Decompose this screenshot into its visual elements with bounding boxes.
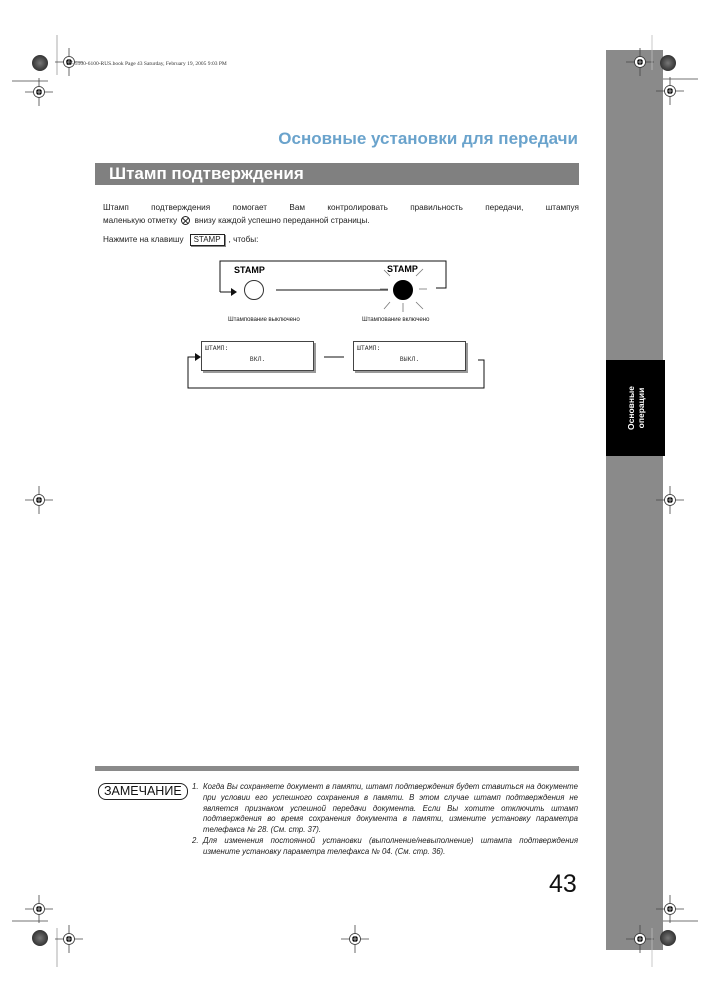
lcd-screen xyxy=(353,341,466,371)
note-text: Для изменения постоянной установки (выполнение/невыполнение) штампа подтверждения измените установку параметра телефакса № 04. (См. стр. 36). xyxy=(203,835,578,856)
lcd-line1: ШТАМП: xyxy=(205,345,229,352)
note-text: Когда Вы сохраняете документ в памяти, штамп подтверждения будет ставиться на документе при условии его успешного сохранения в памяти. В этом случае штамп подтверждения не является признаком успешной передачи документа. Если Вы хотите отключить штамп подтверждения во время сохранения документа в памяти, измените установку параметра телефакса № 28. (См. стр. 37). xyxy=(203,782,578,835)
registration-cross xyxy=(656,895,684,923)
side-tab-line2: операции xyxy=(635,387,646,429)
section-title: Основные установки для передачи xyxy=(278,129,578,148)
registration-cross xyxy=(25,78,53,106)
arrow-right-icon xyxy=(231,288,237,296)
registration-cross xyxy=(341,925,369,953)
circled-x-mark-icon xyxy=(181,216,190,225)
stamp-on-caption: Штампование включено xyxy=(362,316,430,323)
note-badge: ЗАМЕЧАНИЕ xyxy=(98,783,188,800)
note-list xyxy=(192,782,578,858)
note-item xyxy=(192,782,578,836)
intro-paragraph xyxy=(103,201,579,227)
lcd-line2: ВКЛ. xyxy=(249,356,266,363)
press-key-instruction xyxy=(103,233,579,246)
side-tab-line1: Основные xyxy=(625,385,636,431)
registration-dot xyxy=(660,930,676,946)
registration-dot xyxy=(660,55,676,71)
lcd-line2: ВЫКЛ. xyxy=(399,356,420,363)
page-number: 43 xyxy=(549,870,577,898)
registration-dot xyxy=(32,930,48,946)
page-heading: Штамп подтверждения xyxy=(109,164,304,183)
registration-cross xyxy=(656,77,684,105)
stamp-off-caption: Штампование выключено xyxy=(228,316,300,323)
registration-cross xyxy=(55,925,83,953)
registration-cross xyxy=(626,48,654,76)
intro-line2-before: маленькую отметку xyxy=(103,216,178,225)
intro-line2-after: внизу каждой успешно переданной страницы. xyxy=(194,216,370,225)
note-item xyxy=(192,836,578,858)
registration-cross xyxy=(25,486,53,514)
stamp-off-label: STAMP xyxy=(234,265,265,275)
lcd-line1: ШТАМП: xyxy=(357,345,381,352)
note-divider xyxy=(95,766,579,771)
registration-cross xyxy=(25,895,53,923)
print-header-meta: UF-5100-6100-RUS.book Page 43 Saturday, February 19, 2005 9:03 PM xyxy=(66,61,227,67)
note-number: 2. xyxy=(192,835,199,845)
lcd-screen xyxy=(201,341,314,371)
registration-cross xyxy=(656,486,684,514)
stamp-toggle-diagram xyxy=(218,258,450,328)
intro-line1: Штамп подтверждения помогает Вам контролировать правильность передачи, штампуя xyxy=(103,203,579,212)
press-after: , чтобы: xyxy=(228,235,259,244)
stamp-led-off xyxy=(244,280,264,300)
registration-cross xyxy=(626,925,654,953)
lcd-toggle-diagram xyxy=(186,340,486,392)
note-number: 1. xyxy=(192,782,199,791)
stamp-led-on xyxy=(393,280,413,300)
press-before: Нажмите на клавишу xyxy=(103,235,184,244)
stamp-key: STAMP xyxy=(190,234,225,246)
stamp-on-label: STAMP xyxy=(387,264,418,274)
registration-dot xyxy=(32,55,48,71)
heading-bar xyxy=(95,163,579,185)
